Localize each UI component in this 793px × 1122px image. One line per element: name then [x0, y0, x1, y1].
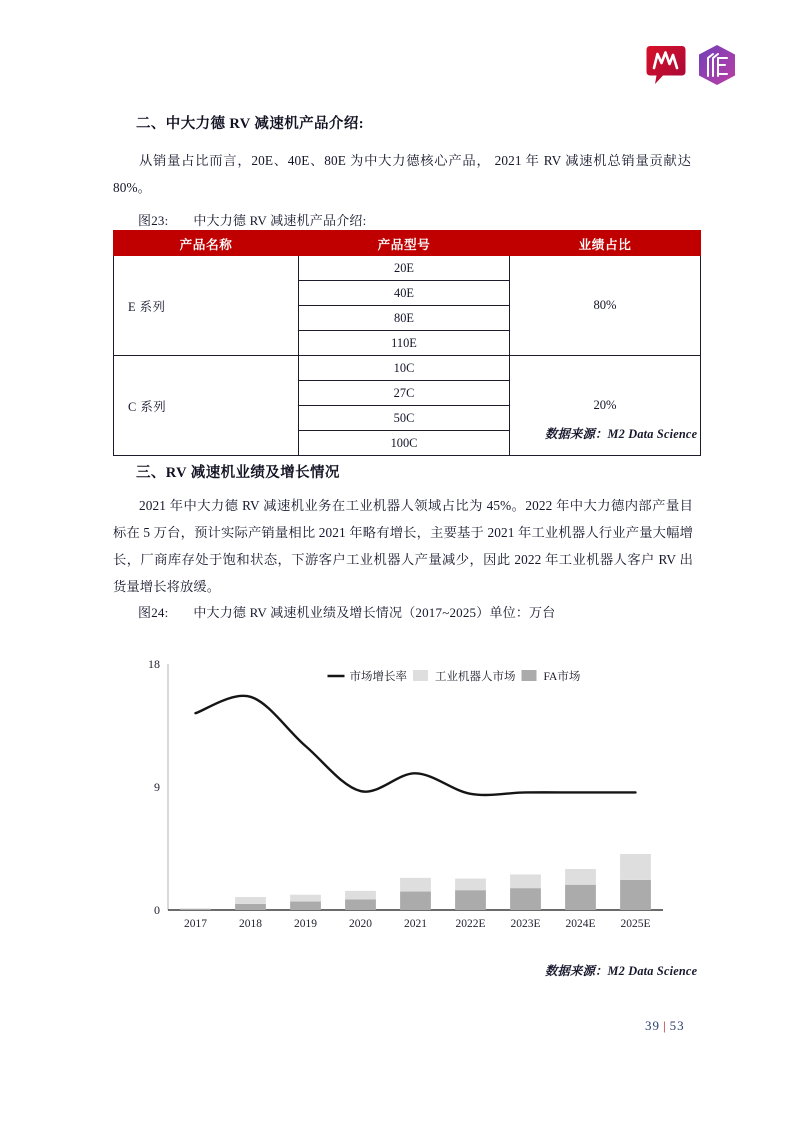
model-cell: 40E [299, 281, 510, 306]
x-tick-label: 2019 [294, 918, 317, 930]
figure-23-label: 图23: [138, 213, 169, 228]
model-cell: 50C [299, 406, 510, 431]
model-cell: 80E [299, 306, 510, 331]
series-name-e: E 系列 [114, 256, 299, 356]
x-tick-label: 2022E [455, 918, 486, 930]
x-tick-label: 2024E [565, 918, 596, 930]
legend-label: FA市场 [543, 671, 581, 683]
legend-swatch [522, 670, 537, 681]
section-three-paragraph: 2021 年中大力德 RV 减速机业务在工业机器人领域占比为 45%。2022 年中大力德内部产量目标在 5 万台，预计实际产销量相比 2021 年略有增长，主要基于 2021 年工业机器人行业产量大幅增长，厂商库存处于饱和状态，下游客户工业机器人产量减少，因此 2022 年工业机器人客户 RV 出货量增长将放缓。 [113, 498, 693, 594]
x-tick-label: 2017 [184, 918, 207, 930]
model-cell: 100C [299, 431, 510, 456]
section-heading-two: 二、中大力德 RV 减速机产品介绍: [136, 116, 364, 132]
bar-segment [620, 880, 651, 910]
page-separator: | [663, 1018, 667, 1033]
x-tick-label: 2023E [510, 918, 541, 930]
legend-swatch [413, 670, 428, 681]
bar-segment [290, 902, 321, 910]
y-tick-label: 9 [154, 780, 160, 794]
m2-purple-hex-logo [696, 44, 736, 86]
bar-segment [400, 892, 431, 910]
section-two-paragraph: 从销量占比而言，20E、40E、80E 为中大力德核心产品， 2021 年 RV 减速机总销量贡献达 80%。 [113, 153, 691, 195]
bar-segment [620, 854, 651, 880]
table-row [114, 256, 701, 281]
legend-label: 工业机器人市场 [435, 671, 516, 683]
share-cell-c: 20% [510, 356, 701, 456]
bar-segment [345, 891, 376, 899]
share-cell-e: 80% [510, 256, 701, 356]
figure-24-title: 中大力德 RV 减速机业绩及增长情况（2017~2025）单位：万台 [193, 605, 556, 620]
header-logos [646, 44, 736, 86]
m2-red-bubble-logo [646, 44, 686, 86]
page-current: 39 [645, 1018, 660, 1033]
bar-segment [180, 908, 211, 909]
bar-segment [235, 897, 266, 904]
legend-label: 市场增长率 [349, 671, 407, 683]
col-header-product-model: 产品型号 [299, 231, 510, 256]
y-tick-label: 18 [148, 657, 160, 671]
chart-source-note: 数据来源：M2 Data Science [545, 964, 698, 978]
bar-segment [510, 874, 541, 888]
figure-23-title: 中大力德 RV 减速机产品介绍: [193, 213, 367, 228]
bar-segment [180, 909, 211, 910]
y-tick-label: 0 [154, 903, 160, 917]
x-tick-label: 2025E [620, 918, 651, 930]
bar-segment [455, 879, 486, 891]
col-header-product-name: 产品名称 [114, 231, 299, 256]
x-tick-label: 2018 [239, 918, 262, 930]
page-total: 53 [669, 1018, 685, 1033]
x-tick-label: 2020 [349, 918, 372, 930]
bar-segment [400, 878, 431, 892]
bar-segment [235, 904, 266, 910]
model-cell: 27C [299, 381, 510, 406]
x-tick-label: 2021 [404, 918, 427, 930]
growth-chart-svg [130, 648, 675, 948]
bar-segment [290, 895, 321, 902]
bar-segment [510, 888, 541, 910]
model-cell: 110E [299, 331, 510, 356]
figure-24-caption [138, 602, 555, 621]
bar-segment [345, 899, 376, 910]
table-header-row [114, 231, 701, 256]
table-row [114, 356, 701, 381]
product-table [113, 230, 701, 456]
bar-segment [565, 869, 596, 885]
table-source-note: 数据来源：M2 Data Science [545, 427, 698, 441]
bar-segment [455, 890, 486, 910]
footer-page-indicator [645, 1018, 685, 1034]
growth-rate-line [196, 696, 636, 795]
model-cell: 20E [299, 256, 510, 281]
model-cell: 10C [299, 356, 510, 381]
bar-segment [565, 885, 596, 910]
figure-24-label: 图24: [138, 605, 169, 620]
product-table-wrap [113, 230, 691, 456]
series-name-c: C 系列 [114, 356, 299, 456]
growth-chart [130, 648, 675, 948]
figure-23-caption [138, 210, 366, 229]
col-header-share: 业绩占比 [510, 231, 701, 256]
section-heading-three: 三、RV 减速机业绩及增长情况 [136, 465, 340, 481]
